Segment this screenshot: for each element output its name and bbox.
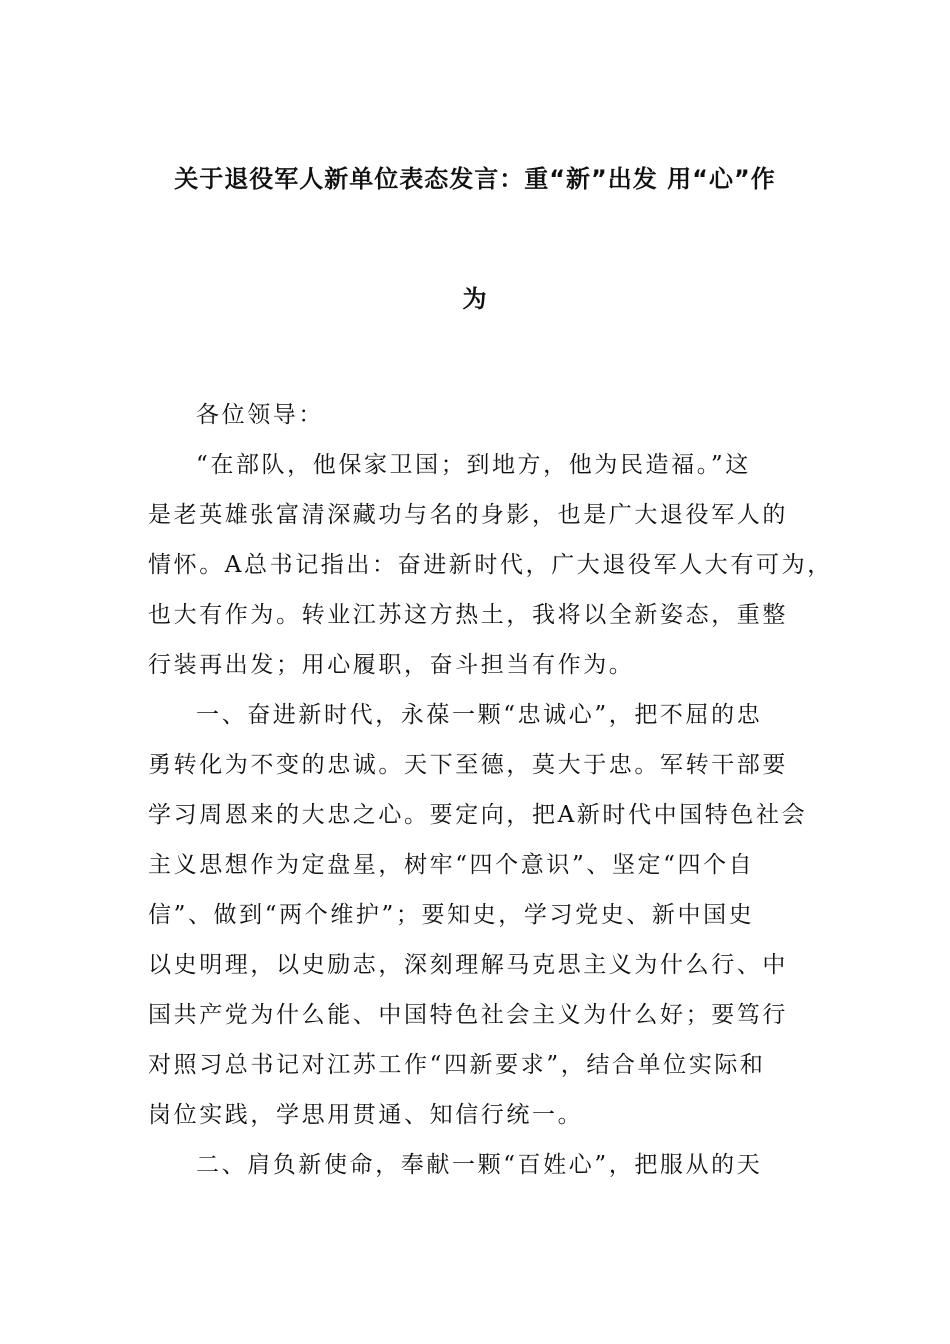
document-title-line1: 关于退役军人新单位表态发言：重“新”出发 用“心”作 <box>174 165 776 193</box>
paragraph-1-line-3: 情怀。A总书记指出：奋进新时代，广大退役军人大有可为， <box>148 552 833 578</box>
paragraph-1-line-5: 行装再出发；用心履职，奋斗担当有作为。 <box>148 652 635 678</box>
paragraph-2-line-2: 勇转化为不变的忠诚。天下至德，莫大于忠。军转干部要 <box>148 752 788 778</box>
paragraph-2-line-6: 以史明理，以史励志，深刻理解马克思主义为什么行、中 <box>148 952 788 978</box>
paragraph-1-line-1: “在部队，他保家卫国；到地方，他为民造福。”这 <box>196 452 751 478</box>
document-title-line2: 为 <box>462 285 488 313</box>
paragraph-1-line-4: 也大有作为。转业江苏这方热土，我将以全新姿态，重整 <box>148 602 788 628</box>
paragraph-2-line-4: 主义思想作为定盘星，树牢“四个意识”、坚定“四个自 <box>148 852 755 878</box>
paragraph-2-line-7: 国共产党为什么能、中国特色社会主义为什么好；要笃行 <box>148 1002 788 1028</box>
paragraph-2-line-9: 岗位实践，学思用贯通、知信行统一。 <box>148 1102 584 1128</box>
document-body <box>148 390 833 1190</box>
paragraph-2-line-8: 对照习总书记对江苏工作“四新要求”，结合单位实际和 <box>148 1052 766 1078</box>
paragraph-2-line-1: 一、奋进新时代，永葆一颗“忠诚心”，把不屈的忠 <box>196 702 763 728</box>
paragraph-3-line-1: 二、肩负新使命，奉献一颗“百姓心”，把服从的天 <box>196 1152 763 1178</box>
paragraph-2-line-5: 信”、做到“两个维护”；要知史，学习党史、新中国史 <box>148 902 755 928</box>
paragraph-2-line-3: 学习周恩来的大忠之心。要定向，把A新时代中国特色社会 <box>148 802 808 828</box>
paragraph-1-line-2: 是老英雄张富清深藏功与名的身影，也是广大退役军人的 <box>148 502 788 528</box>
greeting: 各位领导： <box>196 402 324 428</box>
